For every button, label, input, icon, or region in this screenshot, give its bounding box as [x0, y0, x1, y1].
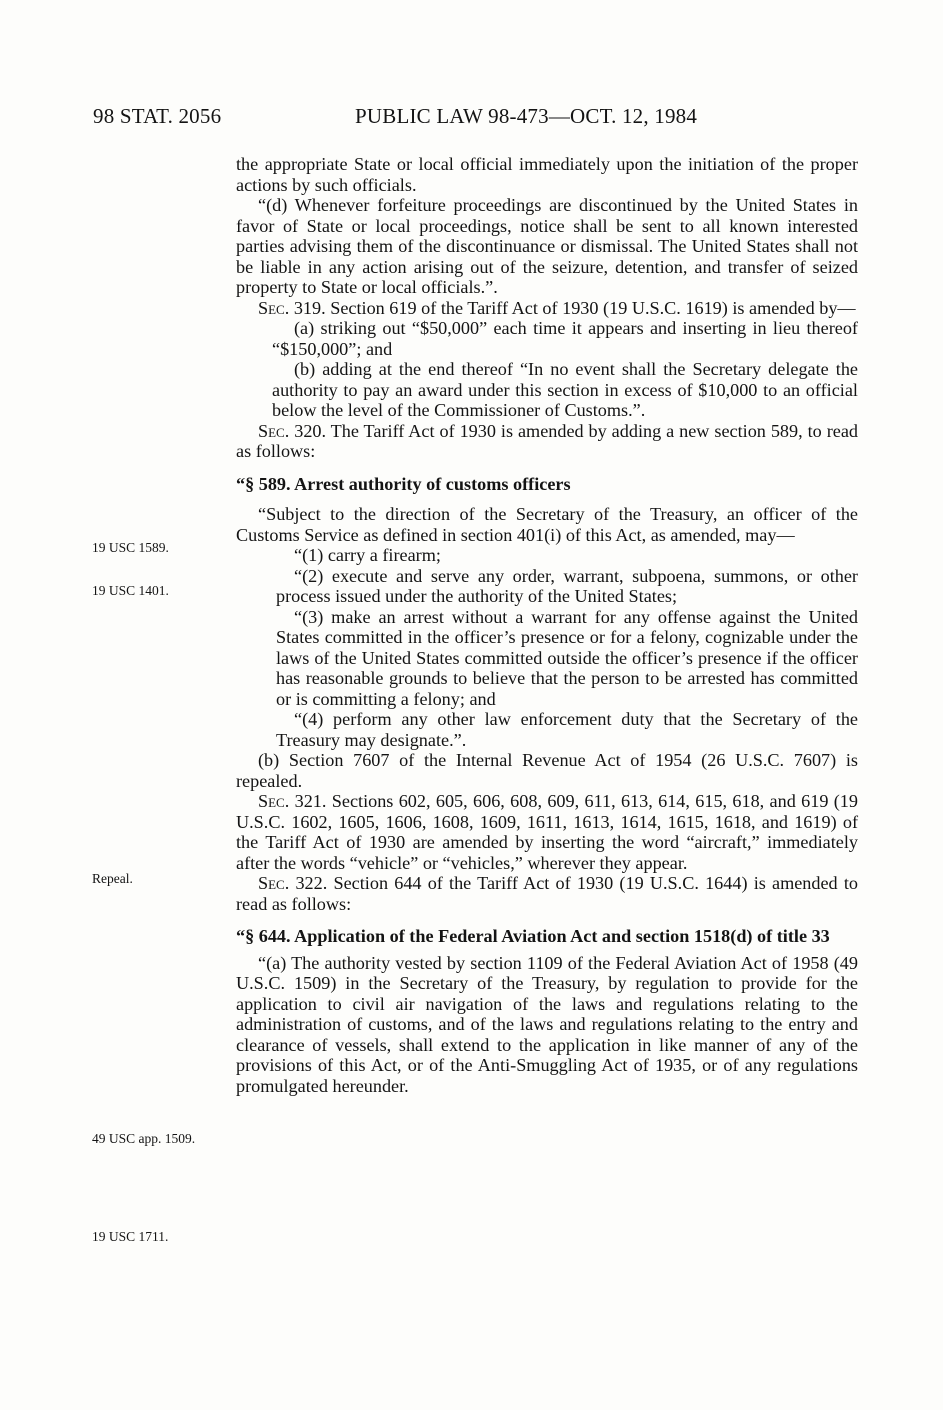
section-label: Sec. [258, 420, 290, 441]
paragraph: (b) adding at the end thereof “In no event shall the Secretary delegate the authority to pay an award under this section in excess of $10,000 to an official below the level of the Commissioner of Customs.”. [272, 359, 858, 420]
section-label: Sec. [258, 791, 290, 811]
margin-note-19-usc-1401: 19 USC 1401. [92, 583, 169, 598]
section-320 [236, 421, 858, 462]
list-item: “(2) execute and serve any order, warrant, subpoena, summons, or other process issued under the authority of the United States; [276, 565, 858, 606]
section-319 [236, 298, 858, 319]
section-322 [236, 873, 858, 914]
margin-note-19-usc-1711: 19 USC 1711. [92, 1229, 169, 1244]
section-label: Sec. [258, 873, 290, 893]
paragraph: (b) Section 7607 of the Internal Revenue Act of 1954 (26 U.S.C. 7607) is repealed. [236, 750, 858, 791]
paragraph: “(d) Whenever forfeiture proceedings are discontinued by the United States in favor of State or local proceedings, notice shall be sent to all known interested parties advising them of the discontinuance or dismissal. The United States shall not be liable in any action arising out of the seizure, detention, and transfer of seized property to State or local officials.”. [236, 195, 858, 297]
section-label: Sec. [258, 297, 290, 318]
margin-note-49-usc-app-1509: 49 USC app. 1509. [92, 1131, 196, 1146]
paragraph: “(a) The authority vested by section 1109 of the Federal Aviation Act of 1958 (49 U.S.C. 1509) in the Secretary of the Treasury, by regulation to provide for the application to civil air navigation of the laws and regulations relating to the administration of customs, and of the laws and regulations relating to the entry and clearance of vessels, shall extend to the application in like manner of any of the provisions of this Act, or of the Anti-Smuggling Act of 1935, or of any regulations promulgated hereunder. [236, 952, 858, 1096]
stat-page-number: 98 STAT. 2056 [93, 104, 222, 128]
paragraph: the appropriate State or local official immediately upon the initiation of the proper actions by such officials. [236, 154, 858, 195]
section-text: 322. Section 644 of the Tariff Act of 1930 (19 U.S.C. 1644) is amended to read as follows: [236, 873, 858, 914]
document-body [236, 154, 858, 1096]
section-text: 319. Section 619 of the Tariff Act of 1930 (19 U.S.C. 1619) is amended by— [289, 297, 856, 318]
margin-note-19-usc-1589: 19 USC 1589. [92, 540, 169, 555]
section-321 [236, 791, 858, 873]
paragraph: “Subject to the direction of the Secretary of the Treasury, an officer of the Customs Service as defined in section 401(i) of this Act, as amended, may— [236, 504, 858, 545]
section-heading-644: “§ 644. Application of the Federal Aviation Act and section 1518(d) of title 33 [236, 926, 830, 946]
list-item: “(3) make an arrest without a warrant for any offense against the United States committed in the officer’s presence or for a felony, cognizable under the laws of the United States committed outside the officer’s presence if the officer has reasonable grounds to believe that the person to be arrested has committed or is committing a felony; and [276, 606, 858, 709]
page-header [0, 104, 943, 136]
list-item: “(4) perform any other law enforcement duty that the Secretary of the Treasury may designate.”. [276, 709, 858, 750]
section-heading-589: “§ 589. Arrest authority of customs officers [236, 473, 571, 494]
section-text: 321. Sections 602, 605, 606, 608, 609, 611, 613, 614, 615, 618, and 619 (19 U.S.C. 1602, 1605, 1606, 1608, 1609, 1611, 1613, 1614, 1615, 1618, and 1619) of the Tariff Act of 1930 are amended by inserting the word “aircraft,” immediately after the words “vehicle” or “vehicles,” wherever they appear. [236, 791, 858, 873]
paragraph: (a) striking out “$50,000” each time it appears and inserting in lieu thereof “$150,000”; and [272, 318, 858, 359]
list-item: “(1) carry a firearm; [294, 545, 441, 565]
public-law-title: PUBLIC LAW 98-473—OCT. 12, 1984 [355, 104, 698, 128]
margin-note-repeal: Repeal. [92, 871, 133, 886]
section-text: 320. The Tariff Act of 1930 is amended by adding a new section 589, to read as follows: [236, 420, 858, 461]
